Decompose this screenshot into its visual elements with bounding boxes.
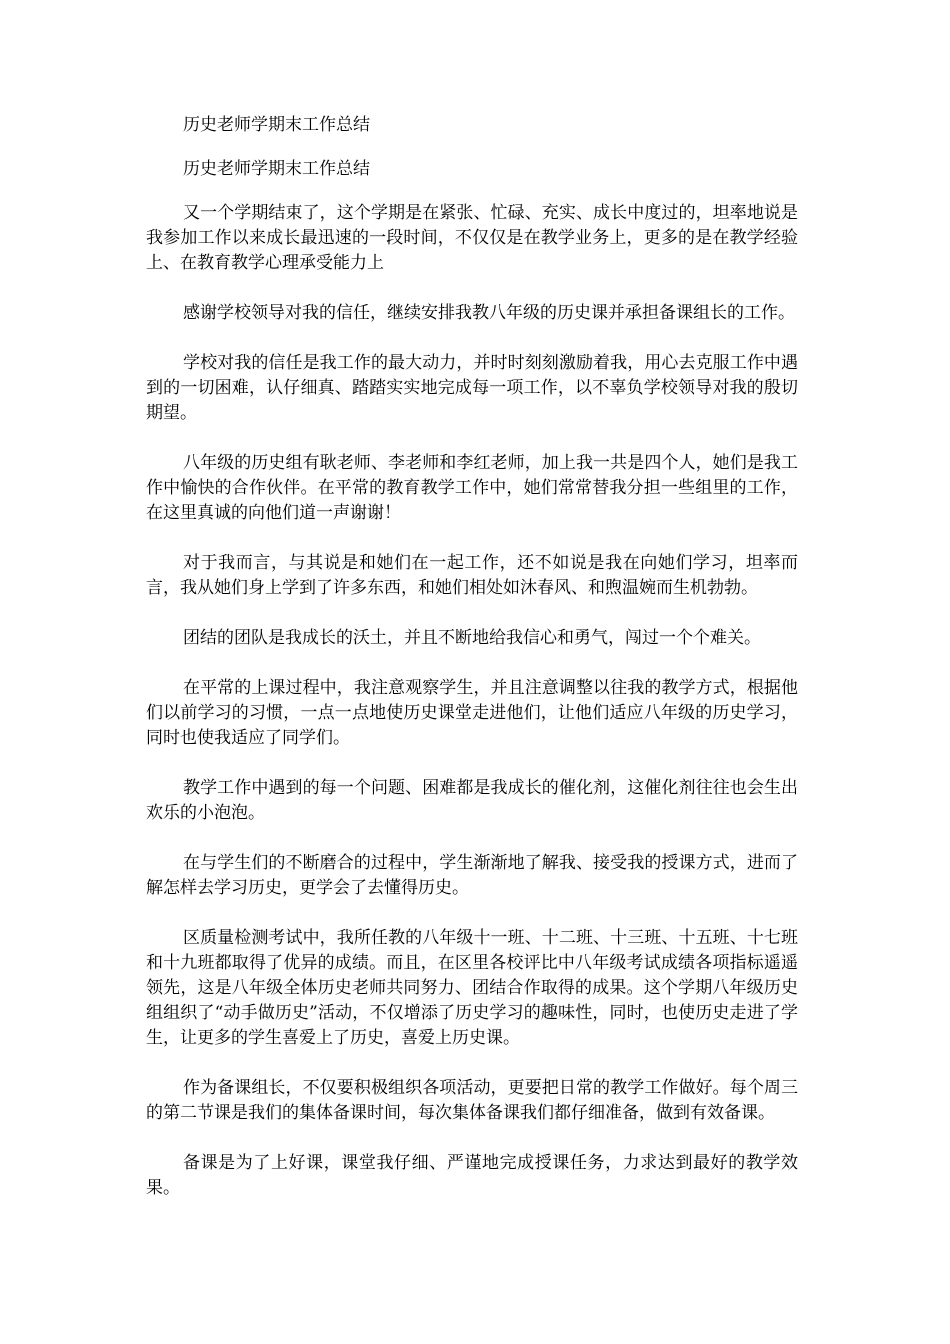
paragraph: 备课是为了上好课，课堂我仔细、严谨地完成授课任务，力求达到最好的教学效果。 — [146, 1153, 798, 1198]
paragraph: 作为备课组长，不仅要积极组织各项活动，更要把日常的教学工作做好。每个周三的第二节课是我们的集体备课时间，每次集体备课我们都仔细准备，做到有效备课。 — [146, 1078, 798, 1123]
paragraph: 区质量检测考试中，我所任教的八年级十一班、十二班、十三班、十五班、十七班和十九班都取得了优异的成绩。而且，在区里各校评比中八年级考试成绩各项指标遥遥领先，这是八年级全体历史老师共同努力、团结合作取得的成果。这个学期八年级历史组组织了“动手做历史”活动，不仅增添了历史学习的趣味性，同时，也使历史走进了学生，让更多的学生喜爱上了历史，喜爱上历史课。 — [146, 928, 798, 1048]
paragraph: 在平常的上课过程中，我注意观察学生，并且注意调整以往我的教学方式，根据他们以前学习的习惯，一点一点地使历史课堂走进他们，让他们适应八年级的历史学习，同时也使我适应了同学们。 — [146, 678, 798, 748]
document-subtitle: 历史老师学期末工作总结 — [183, 159, 370, 179]
paragraph: 又一个学期结束了，这个学期是在紧张、忙碌、充实、成长中度过的，坦率地说是我参加工作以来成长最迅速的一段时间，不仅仅是在教学业务上，更多的是在教学经验上、在教育教学心理承受能力上 — [146, 203, 798, 273]
paragraph: 教学工作中遇到的每一个问题、困难都是我成长的催化剂，这催化剂往往也会生出欢乐的小泡泡。 — [146, 778, 798, 823]
paragraph: 对于我而言，与其说是和她们在一起工作，还不如说是我在向她们学习，坦率而言，我从她们身上学到了许多东西，和她们相处如沐春风、和煦温婉而生机勃勃。 — [146, 553, 798, 598]
paragraph: 在与学生们的不断磨合的过程中，学生渐渐地了解我、接受我的授课方式，进而了解怎样去学习历史，更学会了去懂得历史。 — [146, 853, 798, 898]
paragraph: 八年级的历史组有耿老师、李老师和李红老师，加上我一共是四个人，她们是我工作中愉快的合作伙伴。在平常的教育教学工作中，她们常常替我分担一些组里的工作，在这里真诚的向他们道一声谢谢！ — [146, 453, 798, 523]
paragraph: 感谢学校领导对我的信任，继续安排我教八年级的历史课并承担备课组长的工作。 — [183, 303, 795, 323]
document-title: 历史老师学期末工作总结 — [183, 115, 370, 135]
paragraph: 团结的团队是我成长的沃土，并且不断地给我信心和勇气，闯过一个个难关。 — [183, 628, 761, 648]
paragraph: 学校对我的信任是我工作的最大动力，并时时刻刻激励着我，用心去克服工作中遇到的一切困难，认仔细真、踏踏实实地完成每一项工作，以不辜负学校领导对我的殷切期望。 — [146, 353, 798, 423]
document-body — [146, 113, 798, 1226]
